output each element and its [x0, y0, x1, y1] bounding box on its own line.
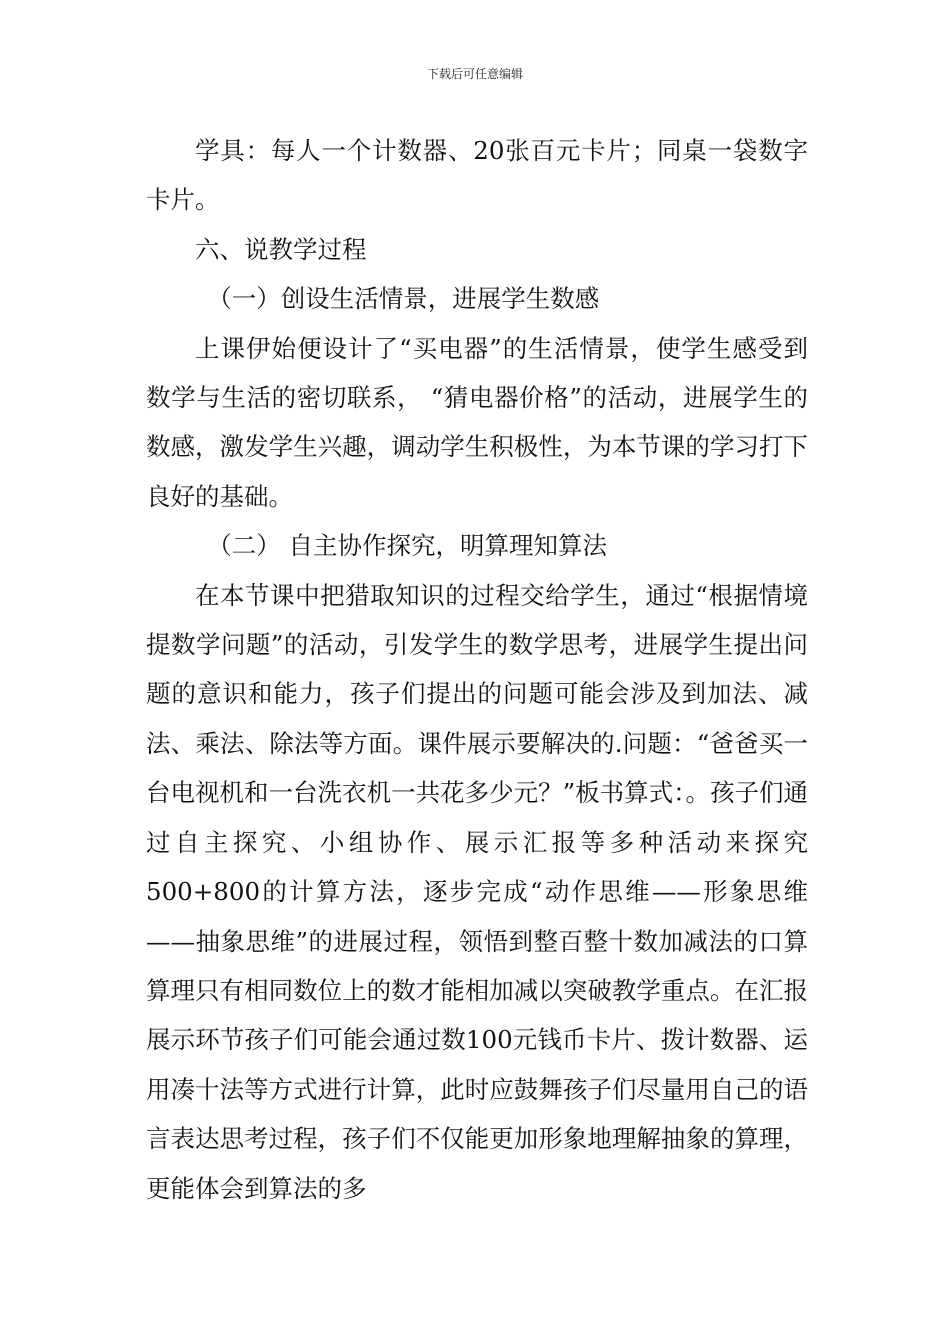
subheading-two: （二） 自主协作探究，明算理知算法	[207, 531, 608, 561]
document-body	[146, 126, 808, 1213]
subheading-one: （一）创设生活情景，进展学生数感	[207, 284, 600, 314]
page-header: 下载后可任意编辑	[426, 67, 523, 81]
section-heading-teaching-process: 六、说教学过程	[195, 234, 367, 264]
paragraph-tools: 学具：每人一个计数器、20张百元卡片；同桌一袋数字卡片。	[146, 136, 808, 215]
paragraph-exploration: 在本节课中把猎取知识的过程交给学生，通过“根据情境提数学问题”的活动，引发学生的数学思考，进展学生提出问题的意识和能力，孩子们提出的问题可能会涉及到加法、减法、乘法、除法等方面。课件展示要解决的.问题：“爸爸买一台电视机和一台洗衣机一共花多少元？”板书算式：。孩子们通过自主探究、小组协作、展示汇报等多种活动来探究500+800的计算方法，逐步完成“动作思维——形象思维——抽象思维”的进展过程，领悟到整百整十数加减法的口算算理只有相同数位上的数才能相加减以突破教学重点。在汇报展示环节孩子们可能会通过数100元钱币卡片、拨计数器、运用凑十法等方式进行计算，此时应鼓舞孩子们尽量用自己的语言表达思考过程，孩子们不仅能更加形象地理解抽象的算理，更能体会到算法的多	[146, 580, 808, 1203]
paragraph-intro: 上课伊始便设计了“买电器”的生活情景，使学生感受到数学与生活的密切联系， “猜电器价格”的活动，进展学生的数感，激发学生兴趣，调动学生积极性，为本节课的学习打下良好的基础。	[146, 333, 808, 511]
